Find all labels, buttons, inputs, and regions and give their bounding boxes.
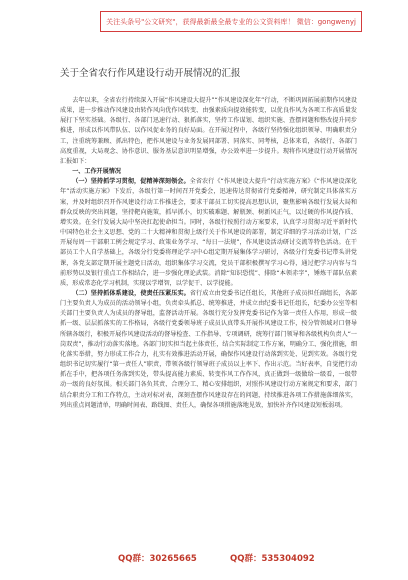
subsection-paragraph-2: [60, 289, 357, 411]
qq-group-2: QQ群：535304092: [230, 554, 315, 564]
footer: [0, 552, 408, 566]
subsection-text: 全省农行《“作风建设大提升”行动实施方案》《“作风建设深化年”活动实施方案》下发后，各级行第一时间召开党委会，迅速传达贯彻省行党委精神，研究制定具体落实方案，并及时组织召开作风建设行动工作推进会，要求干部员工切实提高思想认识，聚焦影响各级行发展大局和群众反映的突出问题，坚持靶向施策，抓早抓小，切实破难题、解瓶颈、树新风正气，以过硬的作风提作质、增实效。在全行发展大局中坚决扛起使命担当。同时，各级行按照行动方案要求，认真学习贯彻习近平新时代中国特色社会主义思想、党的二十大精神和贯彻上级行关于作风建设的部署，制定详细的学习活动计划，广泛开展每周一干部职工例会规定学习、政策业务学习、“每日一法规”，作风建设活动研讨交流等特色活动。在干部员工个人自学基础上，各级分行党委将理论学习中心组定期开展集体学习研讨，各级分行党委书记带头讲党课，各党支部定期开展主题党日活动，组织集体学习交流，党员干部积极撰写学习心得，通过把学习内容与当前形势以及银行重点工作相结合，进一步强化理论武装。消除“知识恐慌”、排除“本领赤字”，锤炼干部队伍素质，形成常态化学习机制，实现以学增智，以学促干、以学提能。: [60, 178, 357, 287]
subsection-paragraph-1: [60, 177, 357, 289]
qq-group-1: QQ群：30265665: [118, 554, 197, 564]
subsection-text: 省行成立由党委书记任组长，其他班子成员担任副组长，各部门主要负责人为成员的活动领导小组，负责牵头抓总、统筹推进，并成立由纪委书记任组长，纪委办公室等相关部门主要负责人为成员的督导组，监督活动开展。各级行充分发挥党委书记作为第一责任人作用，形成一级抓一级、层层抓落实的工作格局，各级行党委领导班子成员认真带头开展作风建设工作，按分管领域对口督导所辖各级行，积极开展作风建设活动的督导检查、工作指导、专项调研，统筹行部门领导和各级机构负责人“一岗双责”，推动行动落实落地。各部门切实担当起主体责任，结合实际制定工作方案，明确分工、强化措施，细化落实举措，努力形成工作合力，扎实有效推进活动开展，确保作风建设行动落到实处、见到实效。各级行党组织书记切实履行“第一责任人”职责，带领各级行领导班子成员以上率下、作出示范。当好表率，自觉把行动抓在手中，把各项任务落到实处，带头提高能力素质、转变作风工作作风，真正做到一级做给一级看，一级带动一级的良好氛围。相关部门各负其责、合理分工、精心安排组织，对照作风建设行动方案规定和要求，部门结合职责分工和工作特点，主动对标对表，深刻查摆作风建设存在的问题，持续推进各项工作措施落细落实，列出重点问题清单，明确时间表、路线图、责任人，确保各项措施落地见效，加快补齐作风建设短板弱项。: [60, 289, 358, 409]
subsection-heading: （一）坚持抓学习贯彻，促精神深刻领会。: [72, 178, 190, 186]
top-banner: 关注头条号"公文研究"，获得最新最全最专业的公文资料库！ 微信：gongwenyj: [100, 11, 362, 32]
subsection-heading: （二）坚持抓体系建设，使责任压紧压实。: [72, 289, 190, 297]
document-title: 关于全省农行作风建设行动开展情况的汇报: [60, 68, 241, 79]
document-body: [60, 96, 357, 411]
intro-paragraph: 去年以来，全省农行持续深入开展“作风建设大提升”“作风建设深化年”行动，不断巩固拓展前期作风建设成果，进一步推动作风建设由转作风向优作风转变、由强素质向提效能转变，以优良作风为各项工作高质量发展打下坚实基础。各级行、各部门迅速行动、狠抓落实，坚持工作谋划、组织实施、查摆问题和整改提升同步推进，形成以作风带队伍、以作风促业务的良好局面。在开展过程中，各级行坚持强化组织领导、明确职责分工，注重统筹兼顾、抓出特色，把作风建设与业务发展同部署、同落实、同考核，总体来看，各级行、各部门高度重视，大局观念、协作意识、服务基层意识明显增强，办公效率进一步提升。现将作风建设行动开展情况汇报如下：: [60, 97, 357, 165]
section-heading: 一、工作开展情况: [72, 168, 121, 176]
